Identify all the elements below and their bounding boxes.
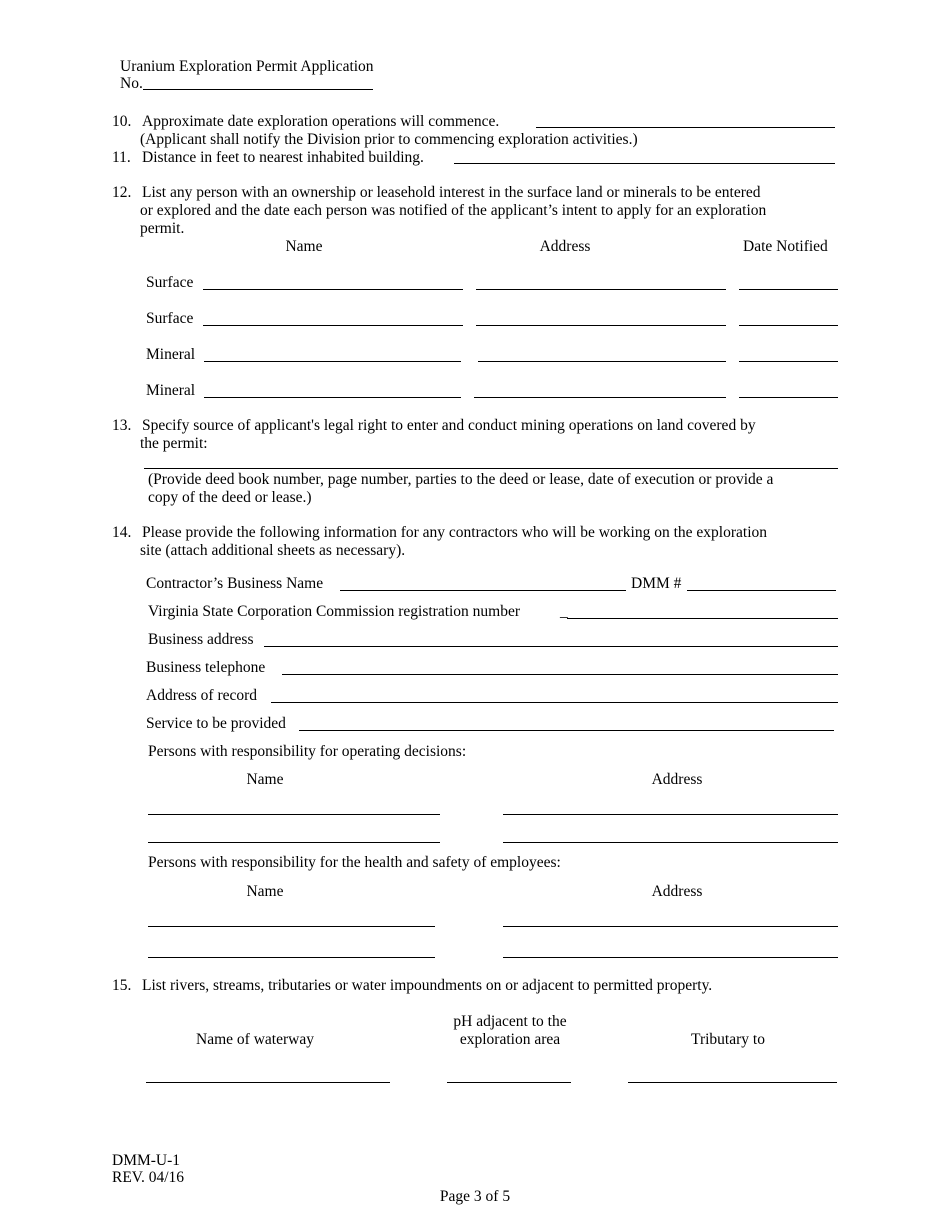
operating-col-address: Address [651,771,703,788]
revision-date: REV. 04/16 [112,1169,185,1186]
q12-row3-date-field[interactable] [739,361,838,362]
address-of-record-field[interactable] [271,702,838,703]
operating-name-field[interactable] [148,814,440,815]
q12-row-label: Mineral [146,382,196,399]
q12-col-address: Address [539,238,591,255]
tributary-field[interactable] [628,1082,837,1083]
q13-number: 13. [112,417,132,434]
health-safety-heading: Persons with responsibility for the health and safety of employees: [148,854,561,871]
q12-row-label: Mineral [146,346,196,363]
q10-number: 10. [112,113,132,130]
q13-note1: (Provide deed book number, page number, parties to the deed or lease, date of execution or provide a [148,471,774,488]
q12-row-label: Surface [146,274,194,291]
operating-name-field[interactable] [148,842,440,843]
application-number-field[interactable] [143,89,373,90]
q12-row2-date-field[interactable] [739,325,838,326]
q12-number: 12. [112,184,132,201]
ph-col-line1: pH adjacent to the [453,1013,567,1030]
q11-text: Distance in feet to nearest inhabited building. [142,149,424,166]
q12-line1: List any person with an ownership or leasehold interest in the surface land or minerals to be entered [142,184,761,201]
q12-row1-address-field[interactable] [476,289,726,290]
scc-field[interactable] [567,618,838,619]
q12-col-name: Name [285,238,323,255]
q12-row3-address-field[interactable] [478,361,726,362]
form-title: Uranium Exploration Permit Application [120,58,374,75]
q12-row2-address-field[interactable] [476,325,726,326]
health-col-name: Name [246,883,284,900]
q12-col-date-notified: Date Notified [743,238,828,255]
dmm-label: DMM # [631,575,682,592]
distance-field[interactable] [454,163,835,164]
scc-mark: _ [560,603,568,620]
scc-label: Virginia State Corporation Commission registration number [148,603,521,620]
waterway-name-field[interactable] [146,1082,390,1083]
waterway-col-name: Name of waterway [196,1031,314,1048]
business-telephone-label: Business telephone [146,659,266,676]
q13-line1: Specify source of applicant's legal right to enter and conduct mining operations on land covered by [142,417,756,434]
application-number-label: No. [120,75,143,92]
q12-row4-address-field[interactable] [474,397,726,398]
q13-note2: copy of the deed or lease.) [148,489,312,506]
health-name-field[interactable] [148,957,435,958]
service-label: Service to be provided [146,715,286,732]
q10-note: (Applicant shall notify the Division prior to commencing exploration activities.) [140,131,638,148]
legal-right-field[interactable] [144,468,838,469]
operating-address-field[interactable] [503,842,838,843]
q12-line2: or explored and the date each person was notified of the applicant’s intent to apply for an exploration [140,202,767,219]
operating-decisions-heading: Persons with responsibility for operating decisions: [148,743,467,760]
business-address-label: Business address [148,631,254,648]
q12-row4-date-field[interactable] [739,397,838,398]
business-address-field[interactable] [264,646,838,647]
page-number: Page 3 of 5 [439,1188,511,1205]
q12-row1-date-field[interactable] [739,289,838,290]
q13-line2: the permit: [140,435,208,452]
q12-row1-name-field[interactable] [203,289,463,290]
health-col-address: Address [651,883,703,900]
health-address-field[interactable] [503,926,838,927]
operating-address-field[interactable] [503,814,838,815]
operating-col-name: Name [246,771,284,788]
dmm-field[interactable] [687,590,836,591]
business-telephone-field[interactable] [282,674,838,675]
q15-number: 15. [112,977,132,994]
q11-number: 11. [112,149,131,166]
health-name-field[interactable] [148,926,435,927]
q15-text: List rivers, streams, tributaries or water impoundments on or adjacent to permitted property. [142,977,713,994]
ph-col-line2: exploration area [459,1031,561,1048]
q12-row-label: Surface [146,310,194,327]
tributary-col: Tributary to [691,1031,765,1048]
q12-line3: permit. [140,220,185,237]
address-of-record-label: Address of record [146,687,258,704]
form-id: DMM-U-1 [112,1152,181,1169]
q14-line1: Please provide the following information for any contractors who will be working on the exploration [142,524,768,541]
q12-row2-name-field[interactable] [203,325,463,326]
business-name-label: Contractor’s Business Name [146,575,324,592]
q14-number: 14. [112,524,132,541]
q10-text: Approximate date exploration operations will commence. [142,113,500,130]
q14-line2: site (attach additional sheets as necessary). [140,542,406,559]
q12-row4-name-field[interactable] [204,397,461,398]
service-field[interactable] [299,730,834,731]
ph-field[interactable] [447,1082,571,1083]
business-name-field[interactable] [340,590,626,591]
q12-row3-name-field[interactable] [204,361,461,362]
commence-date-field[interactable] [536,127,835,128]
health-address-field[interactable] [503,957,838,958]
